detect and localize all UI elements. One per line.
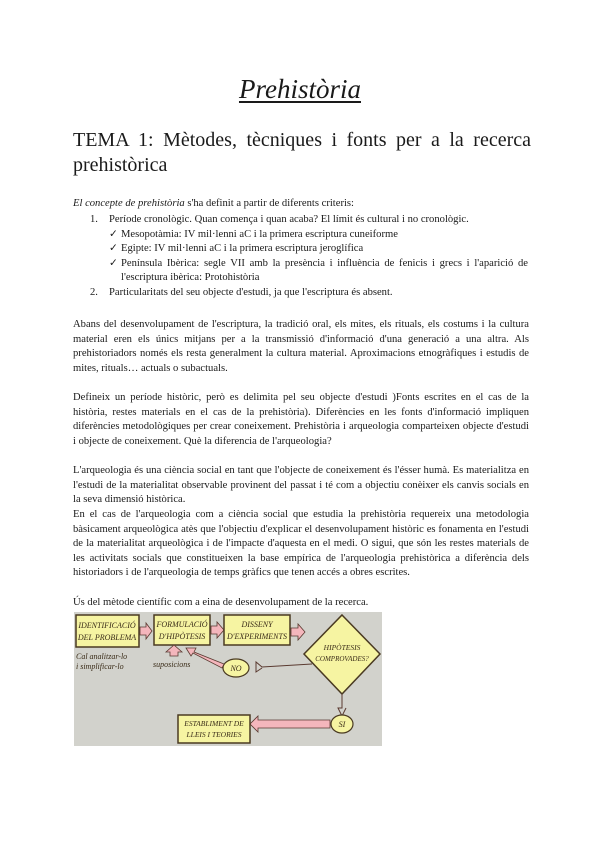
intro-term: El concepte de prehistòria (73, 198, 185, 209)
box-formulacio-line2: D'HIPÒTESIS (158, 632, 206, 641)
list-item-text: Particularitats del seu objecte d'estudi, ja que l'escriptura és absent. (109, 286, 393, 298)
intro-rest: s'ha definit a partir de diferents criteris: (184, 198, 354, 209)
sub-list-item (73, 257, 528, 286)
list-item (73, 286, 528, 301)
box-identificacio-line2: DEL PROBLEMA (77, 633, 137, 642)
criteria-list (73, 213, 528, 301)
paragraph-scientific-method: Ús del mètode científic com a eina de desenvolupament de la recerca. (73, 597, 369, 608)
no-label: NO (230, 664, 242, 673)
intro-line (73, 197, 528, 212)
arrow-left-icon (250, 716, 330, 732)
diamond-line2: COMPROVADES? (315, 655, 369, 663)
page-title: Prehistòria (238, 74, 361, 104)
arrow-right-icon (140, 623, 152, 639)
note-analitzar-line1: Cal analitzar-lo (76, 652, 128, 661)
arrow-down-icon (338, 694, 346, 716)
note-analitzar-line2: i simplificar-lo (76, 662, 124, 671)
note-suposicions: suposicions (153, 660, 191, 669)
arrow-right-icon (291, 624, 305, 640)
box-identificacio-line1: IDENTIFICACIÓ (78, 621, 136, 630)
box-establiment-line1: ESTABLIMENT DE (184, 719, 244, 728)
box-formulacio-line1: FORMULACIÓ (156, 620, 208, 629)
check-icon: ✓ (109, 228, 118, 240)
sub-list-item (73, 242, 528, 257)
paragraph-archaeology: L'arqueologia és una ciència social en tant que l'objecte de coneixement és l'ésser humà. Es materialitza en l'estudi de la materialitat observable provinent del passat i té com a objectiu conèixer els canvis socials en la seva dimensió històrica. (73, 465, 529, 506)
list-number: 2. (90, 286, 98, 298)
paragraph-methodology: En el cas de l'arqueologia com a ciència social que estudia la prehistòria requereix una metodologia bàsicament arqueològica atès que l'objectiu d'explicar el desenvolupament històric es fonamenta en l'estudi de la materialitat arqueològica i de l'impacte d'aquesta en el medi. O sigui, que són les restes materials de les activitats socials que constitueixen la base empírica de l'arqueologia prehistòrica a diferència dels historiadors i de l'arqueologia de temps gràfics que tenen accés a obres escrites. (73, 509, 529, 579)
sub-item-text: Egipte: IV mil·lenni aC i la primera escriptura jeroglífica (121, 243, 364, 255)
sub-item-text: Península Ibèrica: segle VII amb la presència i influència de fenicis i grecs i l'aparició de l'escriptura ibèrica: Protohistòria (121, 257, 528, 284)
box-establiment-line2: LLEIS I TEORIES (186, 730, 242, 739)
check-icon: ✓ (109, 243, 118, 255)
list-item (73, 213, 528, 228)
arrow-no-icon (256, 662, 312, 672)
list-number: 1. (90, 214, 98, 225)
sub-list-item (73, 228, 528, 243)
check-icon: ✓ (109, 257, 118, 269)
box-identificacio (76, 615, 139, 647)
tema-heading: TEMA 1: Mètodes, tècniques i fonts per a la recerca prehistòrica (73, 129, 531, 176)
arrow-up-left-icon (186, 648, 224, 668)
paragraph-oral-tradition: Abans del desenvolupament de l'escriptura, la tradició oral, els mites, els rituals, els costums i la cultura material eren els únics mitjans per a la transmissió d'informació d'una generació a una altra. Als prehistoriadors només els resta generalment la cultura material. Aproximacions etnogràfiques i estudis de mites, rituals… actuals o subactuals. (73, 319, 529, 374)
sub-item-text: Mesopotàmia: IV mil·lenni aC i la primera escriptura cuneiforme (121, 228, 398, 240)
arrow-right-icon (211, 622, 224, 638)
arrow-up-icon (166, 645, 182, 656)
box-disseny-line1: DISSENY (241, 620, 273, 629)
list-item-text: Període cronològic. Quan comença i quan acaba? El límit és cultural i no cronològic. (109, 214, 469, 225)
paragraph-historic-period: Defineix un període històric, però es delimita pel seu objecte d'estudi )Fonts escrites en el cas de la història, restes materials en el cas de la prehistòria). Diferències en les fonts d'informació impliquen diferències metodològiques per crear coneixement. Prehistòria i arqueologia comparteixen objecte d'estudi i objecte de coneixement. Què la diferencia de l'arqueologia? (73, 392, 529, 447)
diamond-line1: HIPÒTESIS (323, 643, 361, 652)
scientific-method-diagram (74, 612, 382, 746)
si-label: SI (338, 720, 346, 729)
box-disseny-line2: D'EXPERIMENTS (227, 632, 287, 641)
